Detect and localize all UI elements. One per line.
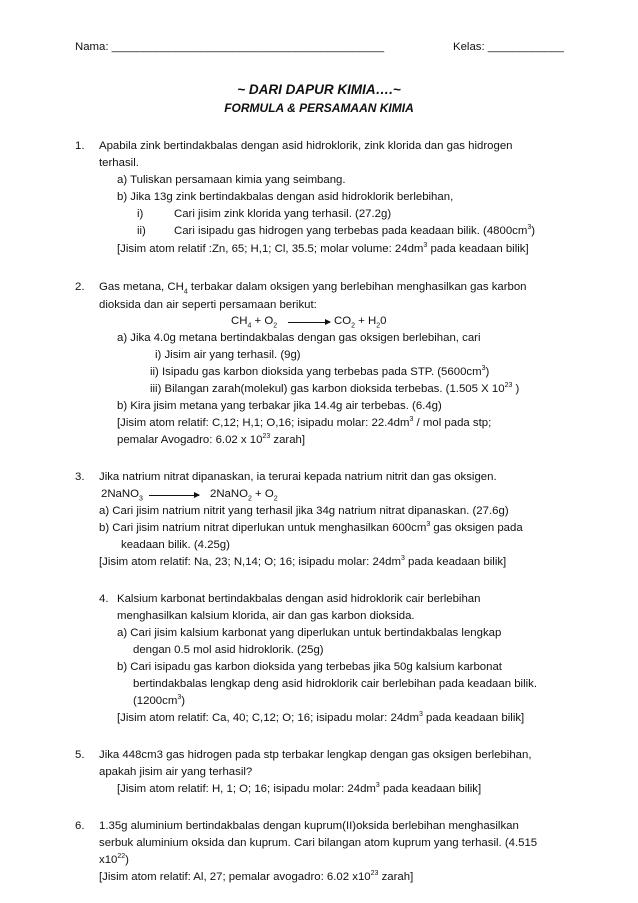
q2-equation-products: $CO_2 + H_20$	[334, 315, 387, 330]
q1-part-b-ii: Cari isipadu gas hidrogen yang terbebas pada keadaan bilik. $(4800cm^3)$	[174, 224, 536, 237]
q3-reaction-arrow-icon	[149, 495, 199, 496]
q2-reaction-arrow-icon	[288, 322, 330, 323]
q4-part-b-line1: b) Cari isipadu gas karbon dioksida yang terbebas jika 50g kalsium karbonat	[117, 661, 502, 673]
q4-part-a-line2: dengan 0.5 mol asid hidroklorik. (25g)	[133, 644, 324, 656]
q3-part-b-line1: b) Cari jisim natrium nitrat diperlukan untuk menghasilkan $600cm^3$ gas oksigen pada	[99, 521, 523, 534]
q4-number: 4.	[99, 593, 109, 605]
name-field-label: Nama: ___________________________________________	[75, 41, 385, 53]
q2-part-a-iii: iii) Bilangan zarah(molekul) gas karbon dioksida terbebas. (1.505 X $10^{23}$ )	[150, 382, 520, 395]
q4-text-line1: Kalsium karbonat bertindakbalas dengan asid hidroklorik cair berlebihan	[117, 593, 481, 605]
q6-data-note: [Jisim atom relatif: Al, 27; pemalar avogadro: 6.02 $x10^{23}$ zarah]	[99, 870, 414, 883]
q2-part-a-ii: ii) Isipadu gas karbon dioksida yang terbebas pada STP. $(5600cm^3)$	[150, 365, 490, 378]
q4-text-line2: menghasilkan kalsium klorida, air dan gas karbon dioksida.	[117, 610, 415, 622]
q2-part-a: a) Jika 4.0g metana bertindakbalas dengan gas oksigen berlebihan, cari	[117, 332, 481, 344]
q5-text-line2: apakah jisim air yang terhasil?	[99, 766, 253, 778]
q3-equation-reactant: 2NaNO$_3$	[101, 488, 143, 503]
q5-text-line1: Jika 448cm3 gas hidrogen pada stp terbakar lengkap dengan gas oksigen berlebihan,	[99, 749, 532, 761]
q1-part-b-i: Cari jisim zink klorida yang terhasil. (27.2g)	[174, 208, 392, 220]
q5-data-note: [Jisim atom relatif: H, 1; O; 16; isipadu molar: $24dm^3$ pada keadaan bilik]	[117, 782, 482, 795]
q3-equation-products: 2NaNO$_2$ + $O_2$	[210, 488, 278, 503]
page-subtitle: FORMULA & PERSAMAAN KIMIA	[224, 101, 414, 115]
q3-number: 3.	[75, 471, 85, 483]
q2-data-note-line1: [Jisim atom relatif: C,12; H,1; O,16; isipadu molar: $22.4dm^3$ / mol pada stp;	[117, 416, 492, 429]
q1-text-line2: terhasil.	[99, 157, 139, 169]
q1-data-note: [Jisim atom relatif :Zn, 65; H,1; Cl, 35.5; molar volume: $24dm^3$ pada keadaan bilik]	[117, 242, 529, 255]
q2-text-line2: dioksida dan air seperti persamaan berikut:	[99, 299, 317, 311]
q2-data-note-line2: pemalar Avogadro: 6.02 x $10^{23}$ zarah]	[117, 433, 306, 446]
q2-number: 2.	[75, 281, 85, 293]
page-title: ~ DARI DAPUR KIMIA….~	[237, 82, 401, 97]
class-field-label: Kelas: ____________	[453, 41, 564, 53]
q1-part-a: a) Tuliskan persamaan kimia yang seimbang.	[117, 174, 346, 186]
q1-part-b-i-number: i)	[137, 208, 144, 220]
q4-part-a-line1: a) Cari jisim kalsium karbonat yang diperlukan untuk bertindakbalas lengkap	[117, 627, 502, 639]
q2-part-a-i: i) Jisim air yang terhasil. (9g)	[155, 349, 301, 361]
q2-equation-reactants: $CH_4 + O_2$	[231, 315, 278, 330]
q1-part-b: b) Jika 13g zink bertindakbalas dengan asid hidroklorik berlebihan,	[117, 191, 454, 203]
q3-text-line1: Jika natrium nitrat dipanaskan, ia terurai kepada natrium nitrit dan gas oksigen.	[99, 471, 497, 483]
q2-text-line1: Gas metana, $CH_4$ terbakar dalam oksigen yang berlebihan menghasilkan gas karbon	[99, 281, 527, 296]
q4-part-b-line3: $(1200cm^3)$	[133, 694, 186, 707]
q5-number: 5.	[75, 749, 85, 761]
q1-part-b-ii-number: ii)	[137, 225, 146, 237]
q4-data-note: [Jisim atom relatif: Ca, 40; C,12; O; 16; isipadu molar: $24dm^3$ pada keadaan bilik]	[117, 711, 525, 724]
q6-number: 6.	[75, 820, 85, 832]
q3-part-a: a) Cari jisim natrium nitrit yang terhasil jika 34g natrium nitrat dipanaskan. (27.6g)	[99, 505, 509, 517]
q2-part-b: b) Kira jisim metana yang terbakar jika 14.4g air terbebas. (6.4g)	[117, 400, 442, 412]
q6-text-line1: 1.35g aluminium bertindakbalas dengan kuprum(II)oksida berlebihan menghasilkan	[99, 820, 519, 832]
q6-text-line3: $x10^{22}$)	[99, 853, 129, 866]
q1-number: 1.	[75, 140, 85, 152]
q3-data-note: [Jisim atom relatif: Na, 23; N,14; O; 16; isipadu molar: $24dm^3$ pada keadaan bilik]	[99, 555, 507, 568]
q3-part-b-line2: keadaan bilik. (4.25g)	[121, 539, 230, 551]
q6-text-line2: serbuk aluminium oksida dan kuprum. Cari bilangan atom kuprum yang terhasil. (4.515	[99, 837, 538, 849]
q4-part-b-line2: bertindakbalas lengkap deng asid hidroklorik cair berlebihan pada keadaan bilik.	[133, 678, 538, 690]
q1-text-line1: Apabila zink bertindakbalas dengan asid hidroklorik, zink klorida dan gas hidrogen	[99, 140, 513, 152]
